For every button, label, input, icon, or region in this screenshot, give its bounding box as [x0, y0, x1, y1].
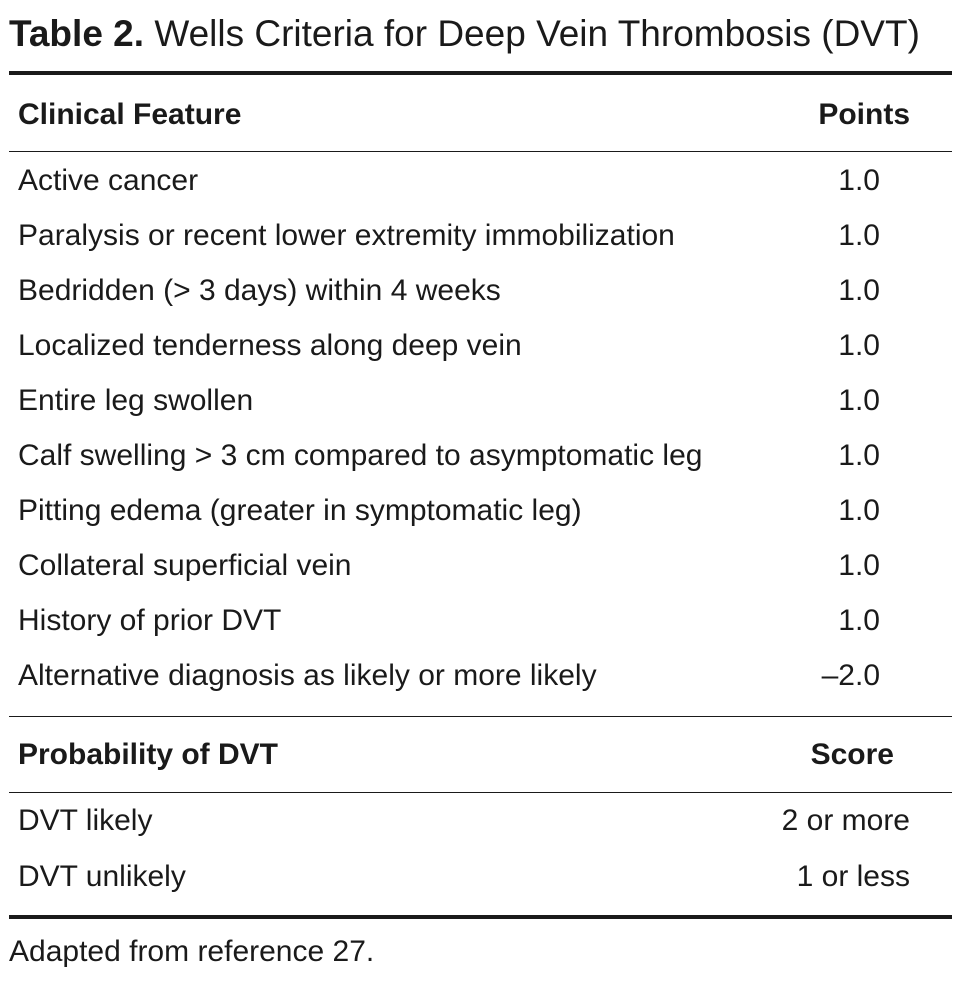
table-row-points: 1.0: [838, 549, 880, 582]
table-row-feature: Calf swelling > 3 cm compared to asymptomatic leg: [18, 439, 703, 472]
table-caption: Wells Criteria for Deep Vein Thrombosis (DVT): [154, 13, 920, 54]
section2-header: [18, 735, 894, 775]
table-row-feature: Bedridden (> 3 days) within 4 weeks: [18, 274, 501, 307]
section1-header: [18, 95, 910, 135]
table-row-feature: Active cancer: [18, 164, 199, 197]
table-row-points: 1.0: [838, 274, 880, 307]
bottom-rule: [9, 915, 952, 919]
table-footnote: Adapted from reference 27.: [9, 935, 375, 968]
table-row-points: 1.0: [838, 604, 880, 637]
table-row-points: 1.0: [838, 164, 880, 197]
table-row-feature: Entire leg swollen: [18, 384, 254, 417]
header-rule: [9, 151, 952, 152]
table-row-points: 1.0: [838, 329, 880, 362]
table-title: [9, 10, 920, 58]
table-row-probability: DVT likely: [18, 804, 153, 837]
table-row-points: 1.0: [838, 219, 880, 252]
table-row-feature: Pitting edema (greater in symptomatic leg): [18, 494, 582, 527]
table-row-points: 1.0: [838, 494, 880, 527]
table-row-feature: Collateral superficial vein: [18, 549, 352, 582]
table-row-feature: History of prior DVT: [18, 604, 282, 637]
table-row-feature: Alternative diagnosis as likely or more likely: [18, 659, 597, 692]
table-row-probability: DVT unlikely: [18, 860, 186, 893]
table-row-feature: Paralysis or recent lower extremity immobilization: [18, 219, 675, 252]
col-header-points: Points: [818, 98, 910, 131]
table-number: Table 2.: [9, 13, 145, 54]
table-row-feature: Localized tenderness along deep vein: [18, 329, 522, 362]
table-row-points: 1.0: [838, 439, 880, 472]
table-row-points: 1.0: [838, 384, 880, 417]
col-header-feature: Clinical Feature: [18, 98, 242, 131]
top-rule: [9, 71, 952, 75]
table-row-score: 2 or more: [781, 804, 910, 837]
col-header-probability: Probability of DVT: [18, 738, 279, 771]
section2-header-rule: [9, 792, 952, 793]
table-row-score: 1 or less: [796, 860, 910, 893]
section-divider-rule: [9, 716, 952, 717]
col-header-score: Score: [810, 738, 894, 771]
table-row-points: –2.0: [821, 659, 880, 692]
